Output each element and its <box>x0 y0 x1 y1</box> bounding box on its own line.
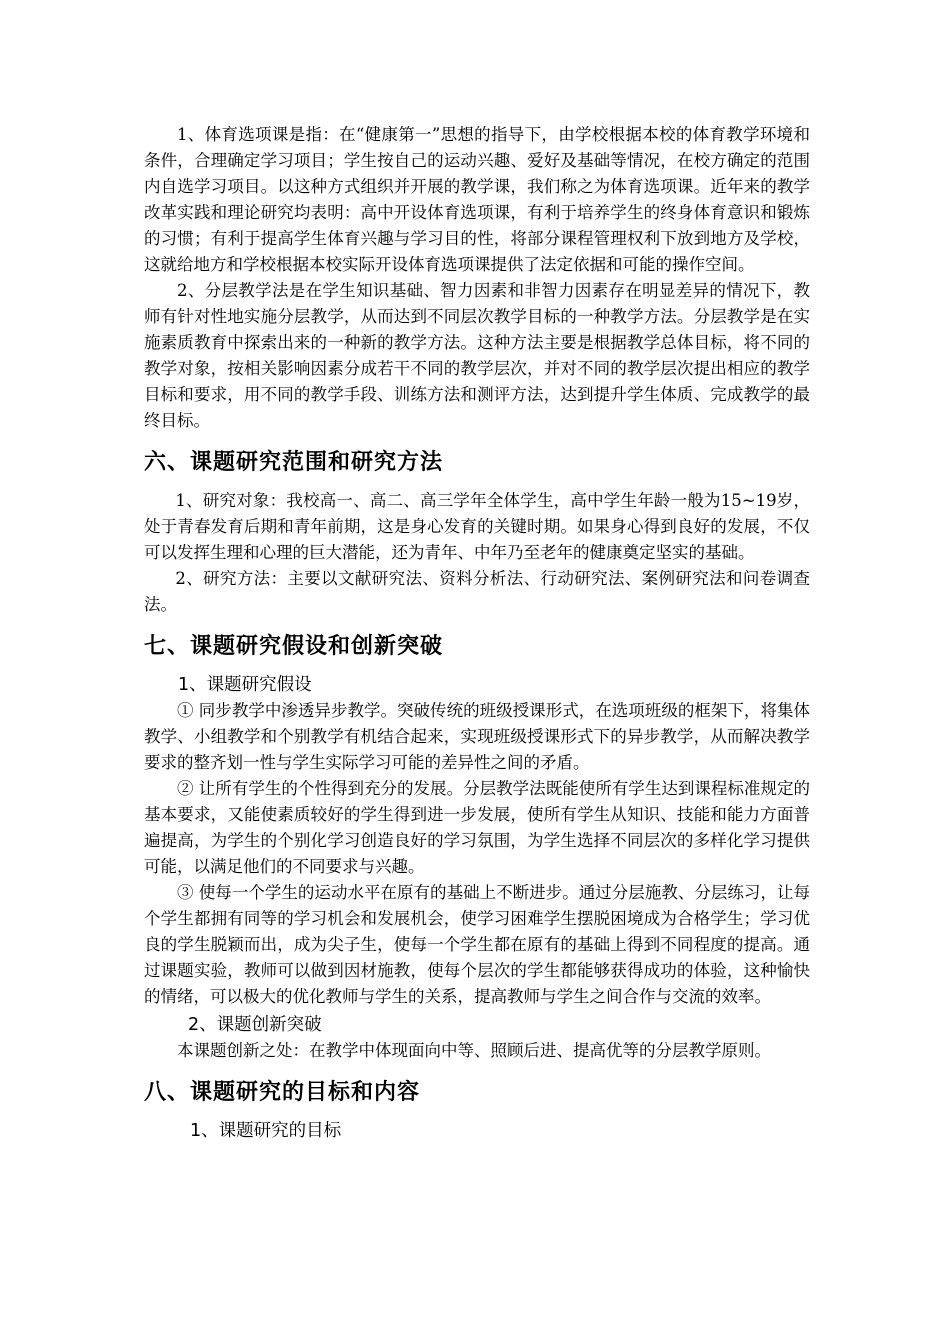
paragraph-innovation: 本课题创新之处：在教学中体现面向中等、照顾后进、提高优等的分层教学原则。 <box>177 1041 771 1060</box>
subheading-hypothesis: 1、课题研究假设 <box>178 675 312 695</box>
subheading-goals: 1、课题研究的目标 <box>190 1121 342 1141</box>
paragraph-hypothesis-1: ① 同步教学中渗透异步教学。突破传统的班级授课形式，在选项班级的框架下，将集体教学、小组教学和个别教学有机结合起来，实现班级授课形式下的异步教学，从而解决教学要求的整齐划一性与学生实际学习可能的差异性之间的矛盾。 <box>144 701 810 772</box>
section-heading-goals-content: 八、课题研究的目标和内容 <box>144 1080 421 1105</box>
paragraph-elective-course: 1、体育选项课是指：在“健康第一”思想的指导下，由学校根据本校的体育教学环境和条件，合理确定学习项目；学生按自己的运动兴趣、爱好及基础等情况，在校方确定的范围内自选学习项目。以这种方式组织并开展的教学课，我们称之为体育选项课。近年来的教学改革实践和理论研究均表明：高中开设体育选项课，有利于培养学生的终身体育意识和锻炼的习惯；有利于提高学生体育兴趣与学习目的性，将部分课程管理权利下放到地方及学校，这就给地方和学校根据本校实际开设体育选项课提供了法定依据和可能的操作空间。 <box>144 125 810 274</box>
paragraph-hypothesis-3: ③ 使每一个学生的运动水平在原有的基础上不断进步。通过分层施教、分层练习，让每个学生都拥有同等的学习机会和发展机会，使学习困难学生摆脱困境成为合格学生；学习优良的学生脱颖而出，成为尖子生，使每一个学生都在原有的基础上得到不同程度的提高。通过课题实验，教师可以做到因材施教，使每个层次的学生都能够获得成功的体验，这种愉快的情绪，可以极大的优化教师与学生的关系，提高教师与学生之间合作与交流的效率。 <box>144 883 810 1006</box>
subheading-innovation: 2、课题创新突破 <box>188 1015 322 1035</box>
paragraph-research-subjects: 1、研究对象：我校高一、高二、高三学年全体学生，高中学生年龄一般为15~19岁，处于青春发育后期和青年前期，这是身心发育的关键时期。如果身心得到良好的发展，不仅可以发挥生理和心理的巨大潜能，还为青年、中年乃至老年的健康奠定坚实的基础。 <box>144 491 810 562</box>
paragraph-layered-teaching: 2、分层教学法是在学生知识基础、智力因素和非智力因素存在明显差异的情况下，教师有针对性地实施分层教学，从而达到不同层次教学目标的一种教学方法。分层教学是在实施素质教育中探索出来的一种新的教学方法。这种方法主要是根据教学总体目标，将不同的教学对象，按相关影响因素分成若干不同的教学层次，并对不同的教学层次提出相应的教学目标和要求，用不同的教学手段、训练方法和测评方法，达到提升学生体质、完成教学的最终目标。 <box>144 281 810 430</box>
page-content <box>144 122 810 1144</box>
section-heading-hypothesis-innovation: 七、课题研究假设和创新突破 <box>144 634 444 659</box>
paragraph-research-methods: 2、研究方法：主要以文献研究法、资料分析法、行动研究法、案例研究法和问卷调查法。 <box>144 569 810 614</box>
section-heading-scope-methods: 六、课题研究范围和研究方法 <box>144 450 444 475</box>
paragraph-hypothesis-2: ② 让所有学生的个性得到充分的发展。分层教学法既能使所有学生达到课程标准规定的基本要求，又能使素质较好的学生得到进一步发展，使所有学生从知识、技能和能力方面普遍提高，为学生的个别化学习创造良好的学习氛围，为学生选择不同层次的多样化学习提供可能，以满足他们的不同要求与兴趣。 <box>144 779 810 876</box>
